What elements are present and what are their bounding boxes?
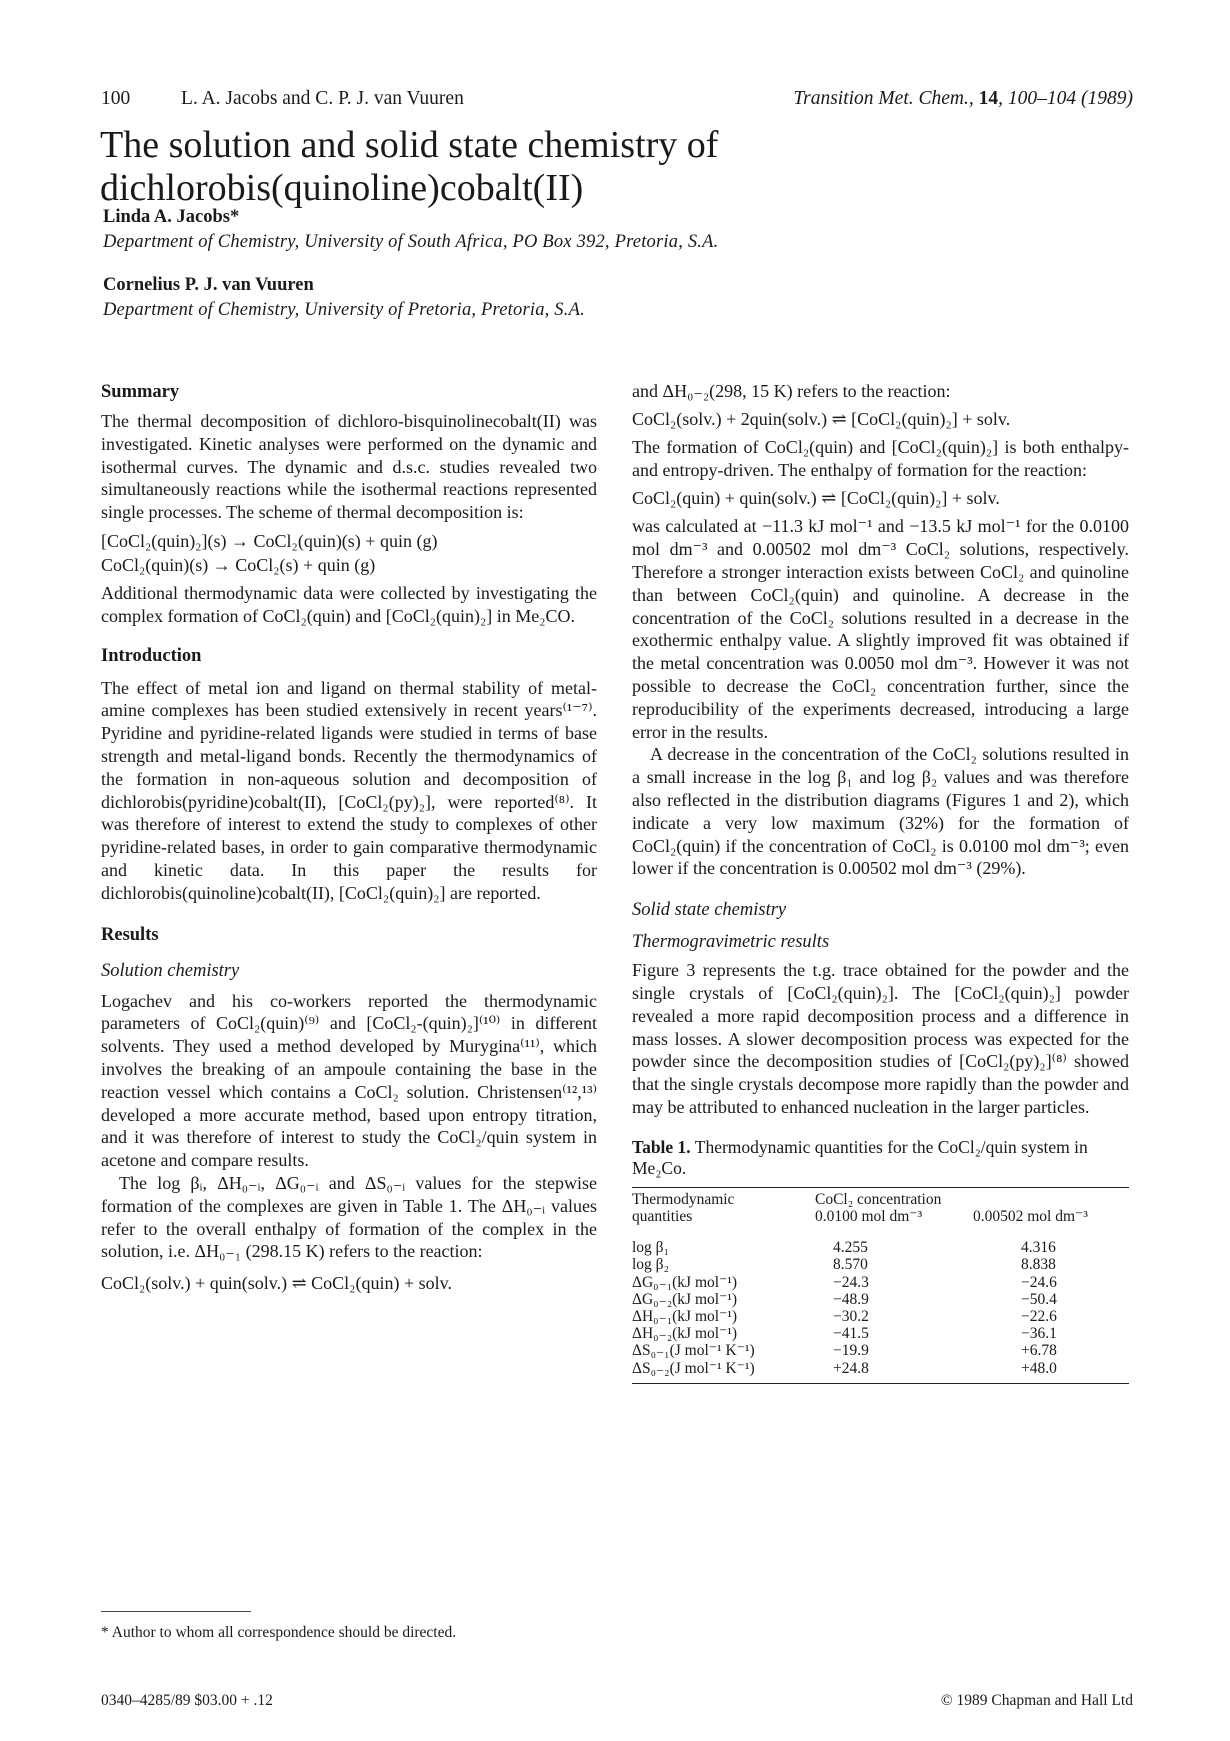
table-row	[632, 1274, 1129, 1291]
value-cell-00502: 4.316	[1021, 1239, 1056, 1257]
results-paragraph: The log βᵢ, ΔH₀₋ᵢ, ΔG₀₋ᵢ and ΔS₀₋ᵢ values for the stepwise formation of the complexes are given in Table 1. The ΔH₀₋ᵢ values refer to the overall enthalpy of formation of the complex in the solution, i.e. ΔH₀₋₁ (298.15 K) refers to the reaction:	[101, 1172, 597, 1262]
value-cell-00502: +48.0	[1021, 1359, 1057, 1377]
value-cell-00502: −50.4	[1021, 1290, 1057, 1308]
body-paragraph: was calculated at −11.3 kJ mol⁻¹ and −13.5 kJ mol⁻¹ for the 0.0100 mol dm⁻³ and 0.00502 mol dm⁻³ CoCl₂ solutions, respectively. Therefore a stronger interaction exists between CoCl₂ and quinoline than between CoCl₂(quin) and quinoline. A decrease in the concentration of the CoCl₂ solutions resulted in a decrease in the exothermic enthalpy value. A slightly improved fit was obtained if the metal concentration was 0.0050 mol dm⁻³. However it was not possible to decrease the CoCl₂ concentration further, since the reproducibility of the experiments decreased, introducing a large error in the results.	[632, 516, 1129, 742]
equation: [CoCl₂(quin)₂](s) → CoCl₂(quin)(s) + quin (g)	[101, 530, 438, 551]
quantity-cell: ΔS₀₋₁(J mol⁻¹ K⁻¹)	[632, 1342, 755, 1360]
quantity-cell: ΔH₀₋₁(kJ mol⁻¹)	[632, 1307, 738, 1325]
table-caption-text: Thermodynamic quantities for the CoCl₂/quin system in Me₂Co.	[632, 1136, 1088, 1178]
header-text: Thermodynamic	[632, 1190, 735, 1208]
body-paragraph: and ΔH₀₋₂(298, 15 K) refers to the reaction:	[632, 381, 951, 401]
table-header-quantities	[632, 1191, 815, 1225]
footnote: * Author to whom all correspondence should be directed.	[101, 1624, 457, 1641]
table-row	[632, 1342, 1129, 1359]
journal-citation: Transition Met. Chem., 14, 100–104 (1989)	[793, 88, 1133, 109]
summary-paragraph: The thermal decomposition of dichloro-bisquinolinecobalt(II) was investigated. Kinetic analyses were performed on the dynamic and isothermal curves. The dynamic and d.s.c. studies revealed two simultaneously reactions while the isothermal reactions represented single processes. The scheme of thermal decomposition is:	[101, 411, 597, 523]
value-cell-0100: 8.570	[833, 1256, 868, 1274]
body-paragraph: Figure 3 represents the t.g. trace obtained for the powder and the single crystals of [CoCl₂(quin)₂]. The [CoCl₂(quin)₂] powder revealed a more rapid decomposition process and a difference in mass losses. A slower decomposition process was expected for the powder since the decomposition studies of [CoCl₂(py)₂]⁽⁸⁾ showed that the single crystals decompose more rapidly than the powder and may be attributed to enhanced nucleation in the larger particles.	[632, 960, 1129, 1117]
quantity-cell: log β₂	[632, 1256, 669, 1274]
value-cell-0100: −19.9	[833, 1342, 869, 1360]
subsection-heading: Solid state chemistry	[632, 900, 787, 921]
results-paragraph: Logachev and his co-workers reported the thermodynamic parameters of CoCl₂(quin)⁽⁹⁾ and [CoCl₂-(quin)₂]⁽¹⁰⁾ in different solvents. They used a method developed by Murygina⁽¹¹⁾, which involves the breaking of an ampoule containing the base in the reaction vessel which contains a CoCl₂ solution. Christensen⁽¹²,¹³⁾ developed a more accurate method, based upon entropy titration, and it was therefore of interest to study the CoCl₂/quin system in acetone and compare results.	[101, 990, 597, 1171]
table-body	[632, 1239, 1129, 1377]
equation: CoCl₂(solv.) + quin(solv.) ⇌ CoCl₂(quin) + solv.	[101, 1273, 452, 1294]
table-row	[632, 1308, 1129, 1325]
equation: CoCl₂(quin)(s) → CoCl₂(s) + quin (g)	[101, 554, 376, 575]
value-cell-00502: +6.78	[1021, 1342, 1057, 1360]
quantity-cell: ΔH₀₋₂(kJ mol⁻¹)	[632, 1325, 738, 1343]
header-text: quantities	[632, 1207, 693, 1225]
table-top-rule	[632, 1187, 1129, 1188]
value-cell-00502: 8.838	[1021, 1256, 1056, 1274]
author-name: Linda A. Jacobs*	[103, 207, 240, 227]
subsection-heading: Thermogravimetric results	[632, 932, 830, 953]
quantity-cell: ΔS₀₋₂(J mol⁻¹ K⁻¹)	[632, 1359, 755, 1377]
equation: CoCl₂(quin) + quin(solv.) ⇌ [CoCl₂(quin)₂] + solv.	[632, 488, 1000, 509]
value-cell-0100: −24.3	[833, 1273, 869, 1291]
subsection-heading: Solution chemistry	[101, 960, 240, 981]
value-cell-00502: −24.6	[1021, 1273, 1057, 1291]
value-cell-0100: −30.2	[833, 1307, 869, 1325]
article-code: 0340–4285/89 $03.00 + .12	[101, 1692, 273, 1709]
table-bottom-rule	[632, 1383, 1129, 1384]
summary-paragraph: Additional thermodynamic data were collected by investigating the complex formation of CoCl₂(quin) and [CoCl₂(quin)₂] in Me₂CO.	[101, 582, 597, 626]
author-department: Department of Chemistry, University of South Africa, PO Box 392, Pretoria, S.A.	[103, 232, 719, 252]
table-row	[632, 1291, 1129, 1308]
value-cell-00502: −22.6	[1021, 1307, 1057, 1325]
author-department: Department of Chemistry, University of Pretoria, Pretoria, S.A.	[103, 300, 585, 320]
right-column	[632, 380, 1129, 1384]
summary-heading: Summary	[101, 382, 180, 402]
value-cell-0100: +24.8	[833, 1359, 869, 1377]
table-row	[632, 1256, 1129, 1273]
left-column	[101, 380, 597, 1295]
body-paragraph: The formation of CoCl₂(quin) and [CoCl₂(quin)₂] is both enthalpy- and entropy-driven. The enthalpy of formation for the reaction:	[632, 436, 1129, 480]
copyright-notice: © 1989 Chapman and Hall Ltd	[940, 1692, 1133, 1709]
table-row	[632, 1360, 1129, 1377]
thermodynamic-table	[632, 1191, 1129, 1377]
header-text: CoCl₂ concentration	[815, 1190, 942, 1208]
table-caption	[632, 1137, 1129, 1179]
page-number: 100	[101, 88, 131, 109]
header-text: 0.0100 mol dm⁻³	[815, 1207, 923, 1225]
author-affiliation-2	[103, 273, 1003, 323]
quantity-cell: ΔG₀₋₂(kJ mol⁻¹)	[632, 1290, 738, 1308]
table-header-concentration	[815, 1191, 1129, 1225]
value-cell-0100: −41.5	[833, 1325, 869, 1343]
footnote-rule	[101, 1611, 251, 1612]
table-label: Table 1.	[632, 1136, 691, 1157]
introduction-heading: Introduction	[101, 645, 202, 666]
results-heading: Results	[101, 924, 159, 945]
header-text: 0.00502 mol dm⁻³	[973, 1207, 1088, 1225]
table-row	[632, 1325, 1129, 1342]
table-row	[632, 1239, 1129, 1256]
introduction-paragraph: The effect of metal ion and ligand on thermal stability of metal-amine complexes has been studied extensively in recent years⁽¹⁻⁷⁾. Pyridine and pyridine-related ligands were studied in terms of base strength and metal-ligand bonds. Recently the thermodynamics of the formation in non-aqueous solution and decomposition of dichlorobis(pyridine)cobalt(II), [CoCl₂(py)₂], were reported⁽⁸⁾. It was therefore of interest to extend the study to complexes of other pyridine-related bases, in order to gain comparative thermodynamic and kinetic data. In this paper the results for dichlorobis(quinoline)cobalt(II), [CoCl₂(quin)₂] are reported.	[101, 677, 597, 903]
author-affiliation-1	[103, 205, 1003, 255]
running-authors: L. A. Jacobs and C. P. J. van Vuuren	[181, 88, 464, 109]
article-title: The solution and solid state chemistry of dichlorobis(quinoline)cobalt(II)	[100, 124, 719, 209]
equation: CoCl₂(solv.) + 2quin(solv.) ⇌ [CoCl₂(quin)₂] + solv.	[632, 408, 1011, 429]
quantity-cell: ΔG₀₋₁(kJ mol⁻¹)	[632, 1273, 738, 1291]
quantity-cell: log β₁	[632, 1239, 669, 1257]
value-cell-0100: 4.255	[833, 1239, 868, 1257]
body-paragraph: A decrease in the concentration of the CoCl₂ solutions resulted in a small increase in the log β₁ and log β₂ values and was therefore also reflected in the distribution diagrams (Figures 1 and 2), which indicate a very low maximum (32%) for the formation of CoCl₂(quin) if the concentration of CoCl₂ is 0.0100 mol dm⁻³; even lower if the concentration is 0.00502 mol dm⁻³ (29%).	[632, 744, 1129, 879]
value-cell-0100: −48.9	[833, 1290, 869, 1308]
value-cell-00502: −36.1	[1021, 1325, 1057, 1343]
author-name: Cornelius P. J. van Vuuren	[103, 275, 314, 295]
